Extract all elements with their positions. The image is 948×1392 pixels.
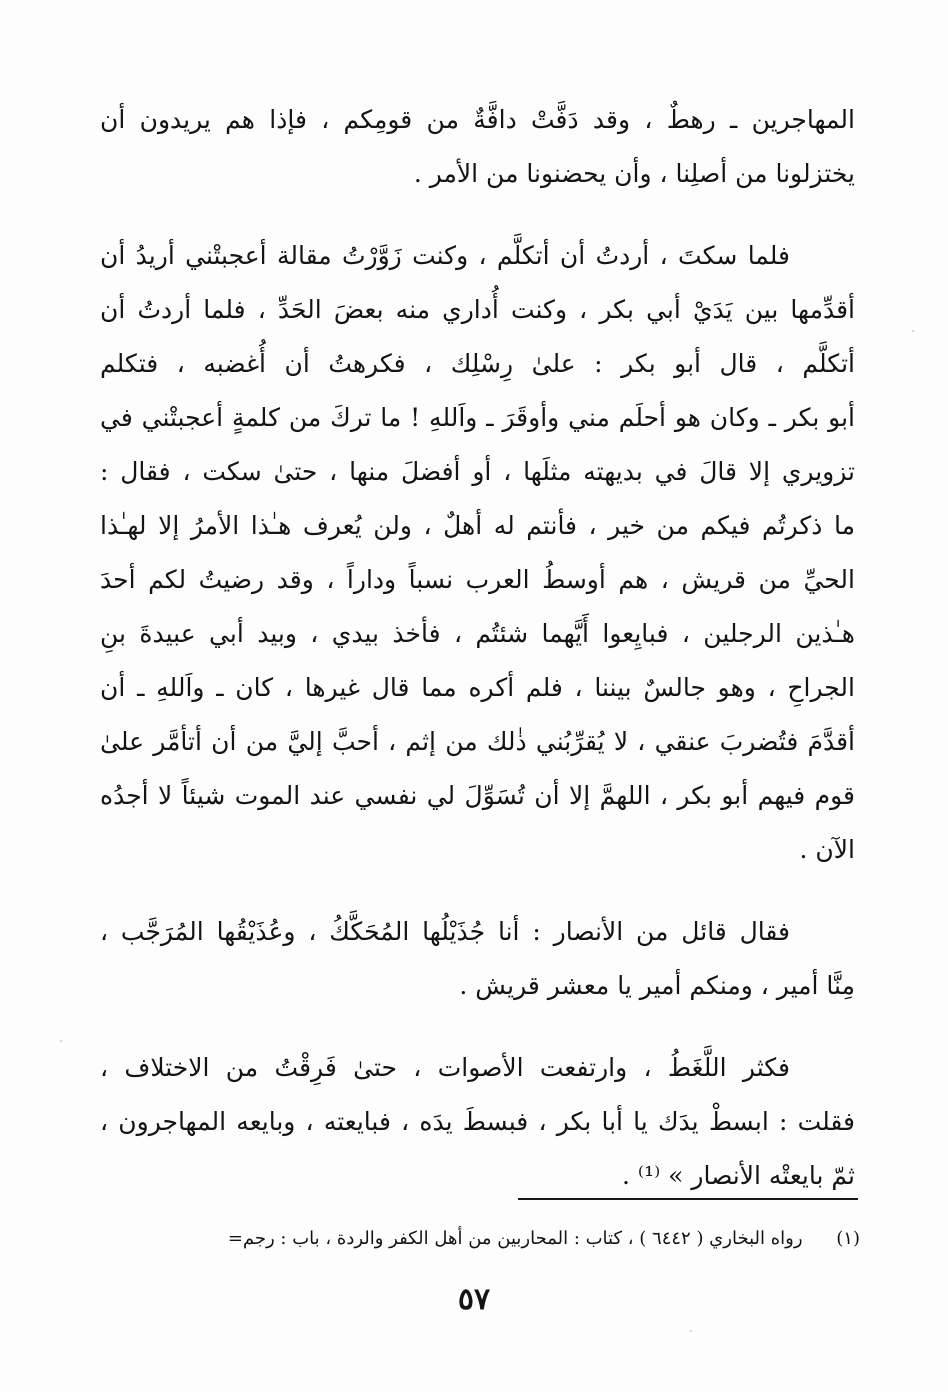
footnote-divider: [518, 1198, 858, 1200]
text-line: أقدَّمَ فتُضربَ عنقي ، لا يُقرِّبُني ذٰلك من إثم ، أحبَّ إليَّ من أن أتأمَّر علىٰ: [100, 727, 855, 756]
text-line: فقال قائل من الأنصار : أنا جُذَيْلُها المُحَكَّكُ ، وعُذَيْقُها المُرَجَّب ،: [100, 917, 791, 946]
text-line: أبو بكر ـ وكان هو أحلَم مني وأوقَرَ ـ واَللهِ ! ما تركَ من كلمةٍ أعجبتْني في: [100, 403, 855, 432]
paragraph: [100, 93, 855, 201]
page-number: ٥٧: [457, 1282, 491, 1317]
text-line: المهاجرين ـ رهطٌ ، وقد دَفَّتْ دافَّةٌ من قومِكم ، فإذا هم يريدون أن: [100, 105, 855, 134]
text-line: ثمّ بايعتْه الأنصار » ⁽¹⁾ .: [622, 1161, 855, 1190]
text-line: الآن .: [799, 835, 855, 864]
text-line: قوم فيهم أبو بكر ، اللهمَّ إلا أن تُسَوِّلَ لي نفسي عند الموت شيئاً لا أجدُه: [100, 781, 855, 810]
text-line: أقدِّمها بين يَدَيْ أبي بكر ، وكنت أُداري منه بعضَ الحَدِّ ، فلما أردتُ أن: [100, 295, 855, 324]
text-line: أتكلَّم ، قال أبو بكر : علىٰ رِسْلِك ، فكرهتُ أن أُغضبه ، فتكلم: [100, 349, 855, 378]
footnote-text: رواه البخاري ( ٦٤٤٢ ) ، كتاب : المحاربين من أهل الكفر والردة ، باب : رجم=: [227, 1228, 803, 1249]
paragraph: [100, 905, 855, 1013]
paragraph: [100, 1041, 855, 1203]
text-line: الحيِّ من قريش ، هم أوسطُ العرب نسباً وداراً ، وقد رضيتُ لكم أحدَ: [100, 565, 855, 594]
paragraph: [100, 229, 855, 877]
text-line: فكثر اللَّغَطُ ، وارتفعت الأصوات ، حتىٰ فَرِقْتُ من الاختلاف ،: [100, 1053, 790, 1082]
text-line: هـٰذين الرجلين ، فبايِعوا أَيَّهما شئتُم ، فأخذ بيدي ، وبيد أبي عبيدةَ بنِ: [100, 619, 855, 648]
text-line: الجراحِ ، وهو جالسٌ بيننا ، فلم أكره مما قال غيرها ، كان ـ واَللهِ ـ أن: [100, 673, 855, 702]
main-text: [100, 93, 855, 1203]
text-line: ما ذكرتُم فيكم من خير ، فأنتم له أهلٌ ، ولن يُعرف هـٰذا الأمرُ إلا لهـٰذا: [100, 511, 855, 540]
text-line: تزويري إلا قالَ في بديهته مثلَها ، أو أفضلَ منها ، حتىٰ سكت ، فقال :: [100, 457, 855, 486]
footnote-marker: (١): [836, 1228, 860, 1249]
text-line: فلما سكتَ ، أردتُ أن أتكلَّم ، وكنت زَوَّرْتُ مقالة أعجبتْني أريدُ أن: [100, 241, 790, 270]
text-line: فقلت : ابسطْ يدَك يا أبا بكر ، فبسطَ يدَه ، فبايعته ، وبايعه المهاجرون ،: [100, 1107, 855, 1136]
footnote: [130, 1222, 860, 1256]
text-line: مِنَّا أمير ، ومنكم أمير يا معشر قريش .: [459, 971, 855, 1000]
text-line: يختزلونا من أصلِنا ، وأن يحضنونا من الأمر .: [413, 159, 855, 188]
